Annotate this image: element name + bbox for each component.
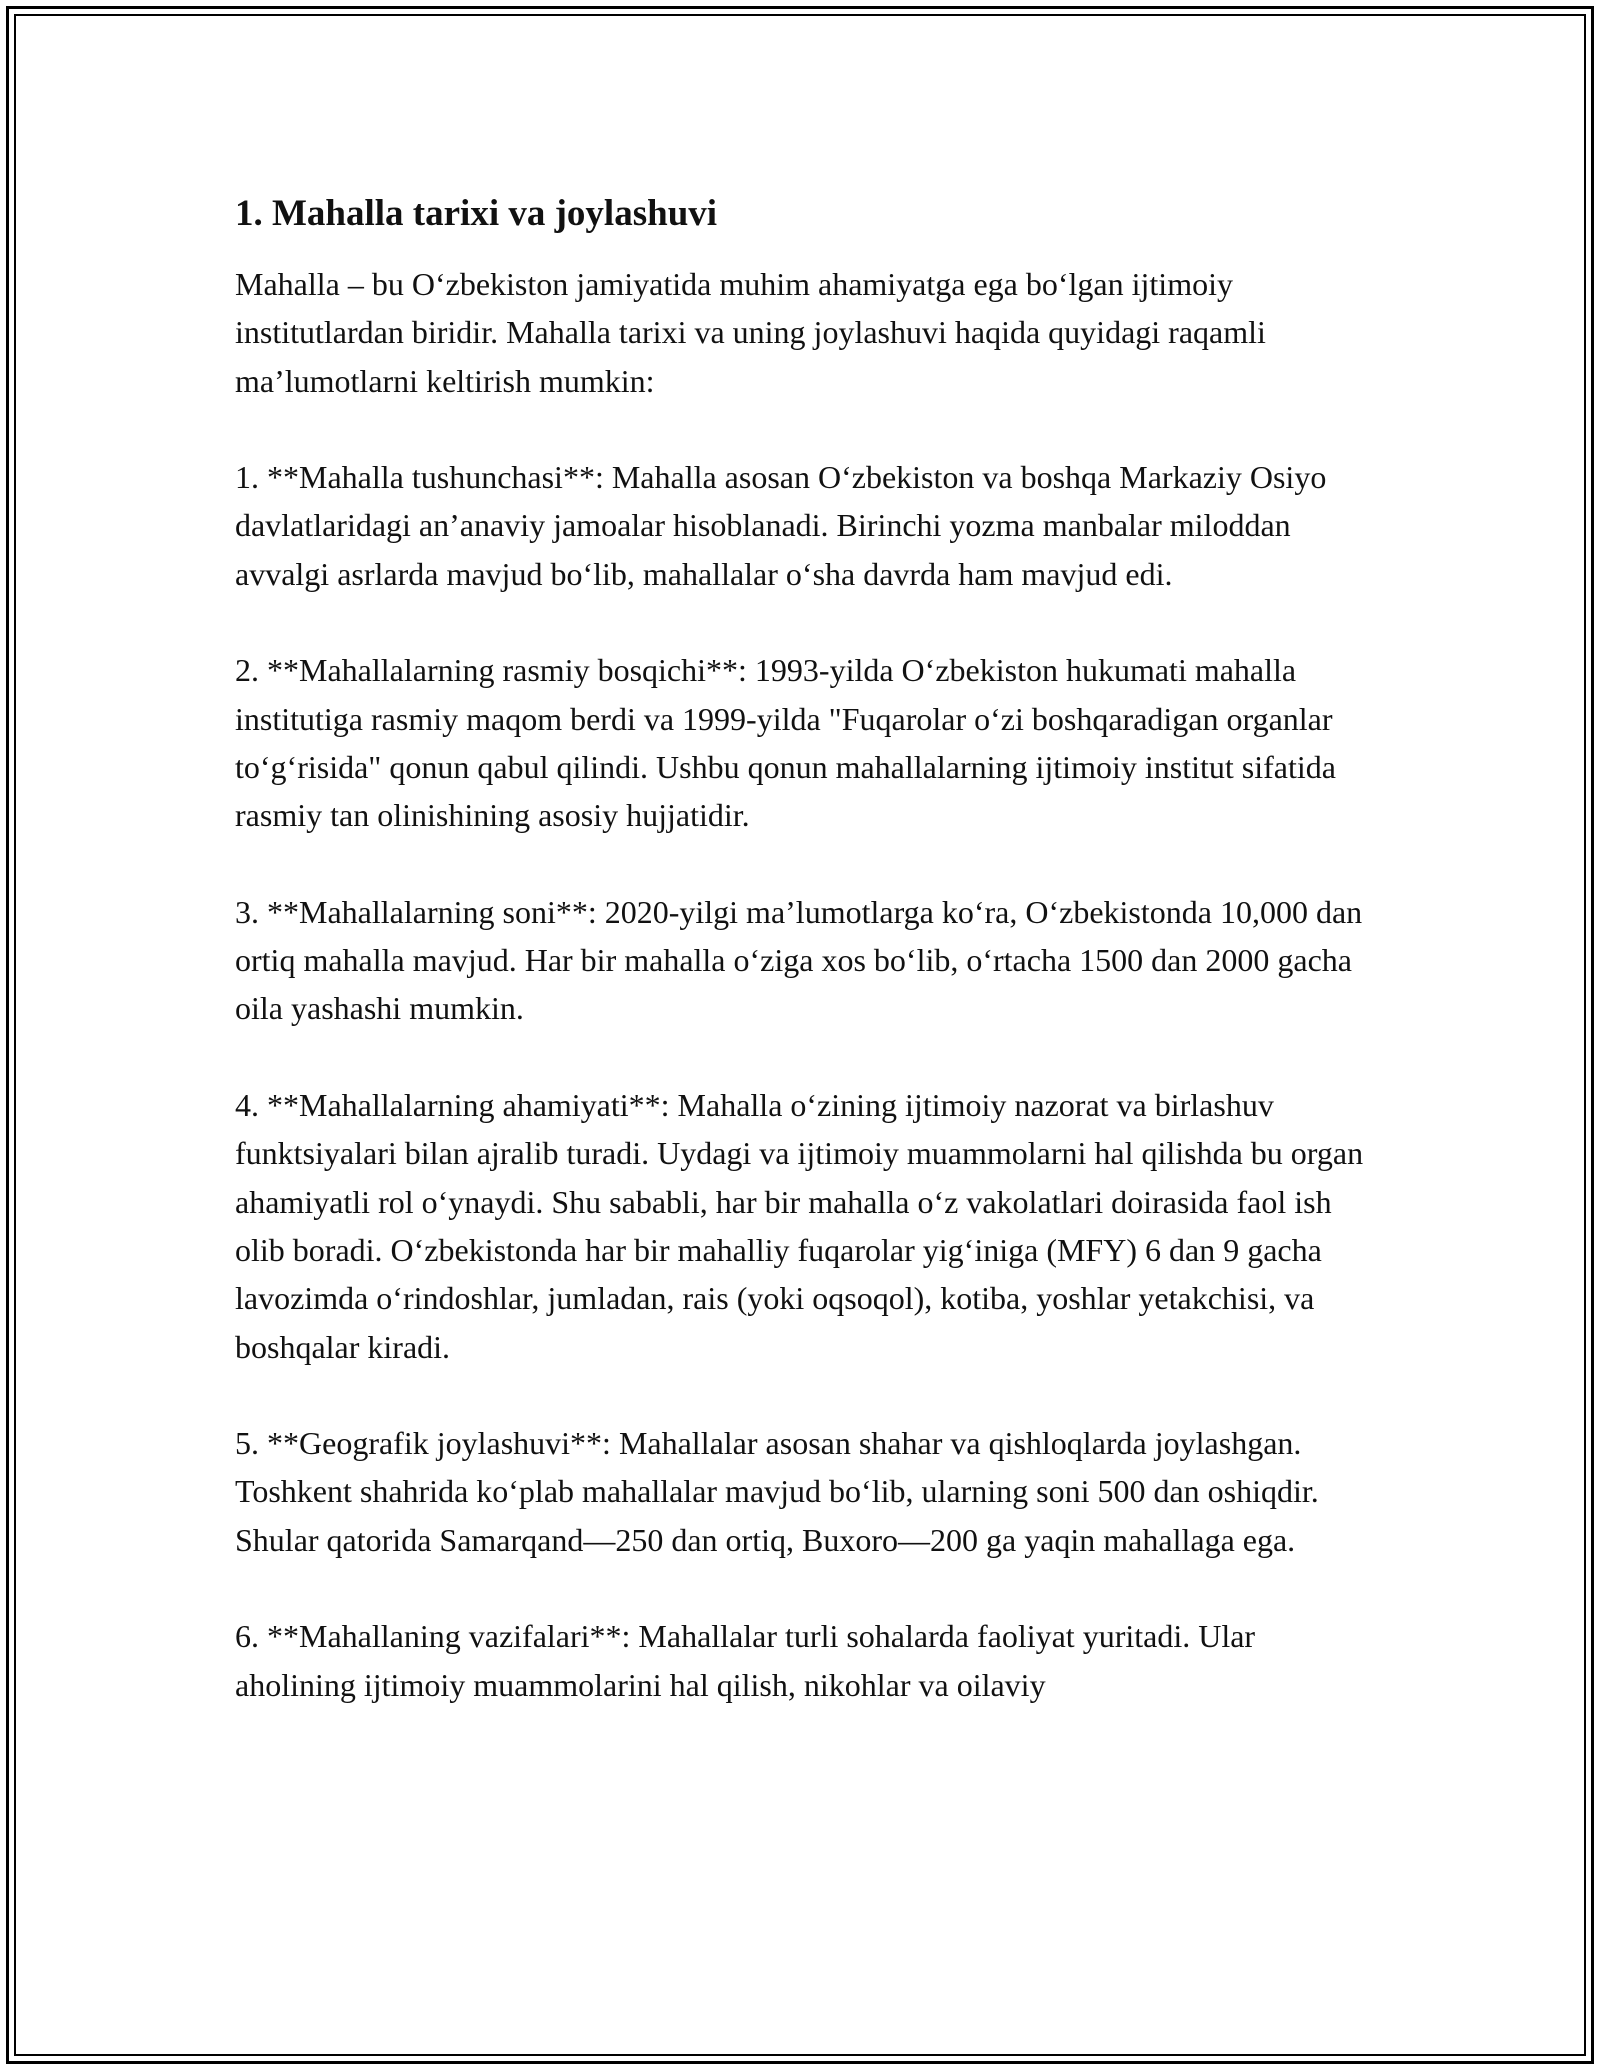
paragraph-geographic-location: 5. **Geografik joylashuvi**: Mahallalar asosan shahar va qishloqlarda joylashgan. Toshkent shahrida ko‘plab mahallalar mavjud bo‘lib, ularning soni 500 dan oshiqdir. Shular qatorida Samarqand—250 dan ortiq, Buxoro—200 ga yaqin mahallaga ega. [235,1425,1319,1558]
intro-paragraph: Mahalla – bu O‘zbekiston jamiyatida muhim ahamiyatga ega bo‘lgan ijtimoiy institutlardan biridir. Mahalla tarixi va uning joylashuvi haqida quyidagi raqamli ma’lumotlarni keltirish mumkin: [235,266,1266,399]
document-title: 1. Mahalla tarixi va joylashuvi [235,193,718,234]
paragraph-mahalla-functions: 6. **Mahallaning vazifalari**: Mahallalar turli sohalarda faoliyat yuritadi. Ular aholining ijtimoiy muammolarini hal qilish, nikohlar va oilaviy [235,1618,1256,1703]
paragraph-mahalla-importance: 4. **Mahallalarning ahamiyati**: Mahalla o‘zining ijtimoiy nazorat va birlashuv funktsiyalari bilan ajralib turadi. Uydagi va ijtimoiy muammolarni hal qilishda bu organ ahamiyatli rol o‘ynaydi. Shu sababli, har bir mahalla o‘z vakolatlari doirasida faol ish olib boradi. O‘zbekistonda har bir mahalliy fuqarolar yig‘iniga (MFY) 6 dan 9 gacha lavozimda o‘rindoshlar, jumladan, rais (yoki oqsoqol), kotiba, yoshlar yetakchisi, va boshqalar kiradi. [235,1087,1364,1365]
paragraph-mahalla-concept: 1. **Mahalla tushunchasi**: Mahalla asosan O‘zbekiston va boshqa Markaziy Osiyo davlatlaridagi an’anaviy jamoalar hisoblanadi. Birinchi yozma manbalar miloddan avvalgi asrlarda mavjud bo‘lib, mahallalar o‘sha davrda ham mavjud edi. [235,459,1327,592]
document-body [235,190,1375,1757]
paragraph-official-stage: 2. **Mahallalarning rasmiy bosqichi**: 1993-yilda O‘zbekiston hukumati mahalla institutiga rasmiy maqom berdi va 1999-yilda "Fuqarolar o‘zi boshqaradigan organlar to‘g‘risida" qonun qabul qilindi. Ushbu qonun mahallalarning ijtimoiy institut sifatida rasmiy tan olinishining asosiy hujjatidir. [235,652,1336,834]
paragraph-mahalla-count: 3. **Mahallalarning soni**: 2020-yilgi ma’lumotlarga ko‘ra, O‘zbekistonda 10,000 dan ortiq mahalla mavjud. Har bir mahalla o‘ziga xos bo‘lib, o‘rtacha 1500 dan 2000 gacha oila yashashi mumkin. [235,893,1363,1027]
